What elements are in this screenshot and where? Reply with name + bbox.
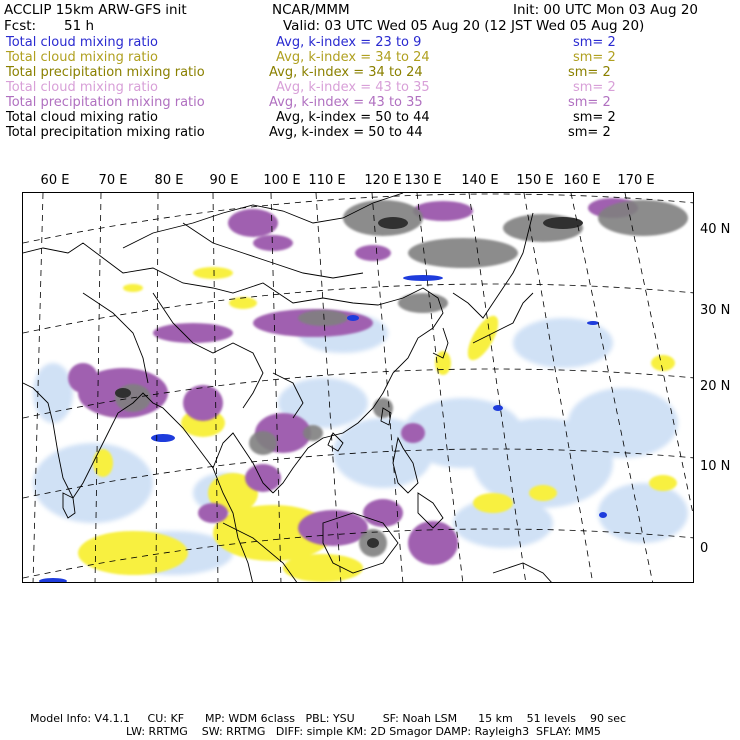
lat-label: 30 N bbox=[700, 303, 731, 318]
legend-label: Total cloud mixing ratio bbox=[6, 110, 159, 125]
model-title: ACCLIP 15km ARW-GFS init bbox=[4, 2, 187, 18]
lon-label: 160 E bbox=[563, 173, 601, 188]
legend-label: Total precipitation mixing ratio bbox=[6, 125, 205, 140]
legend-avg: Avg, k-index = 50 to 44 bbox=[276, 110, 430, 125]
model-info-line1: Model Info: V4.1.1 CU: KF MP: WDM 6class PBL: YSU SF: Noah LSM 15 km 51 levels 90 sec bbox=[30, 712, 627, 725]
valid-time: Valid: 03 UTC Wed 05 Aug 20 (12 JST Wed 05 Aug 20) bbox=[283, 18, 645, 34]
lon-label: 110 E bbox=[308, 173, 346, 188]
legend-avg: Avg, k-index = 34 to 24 bbox=[276, 50, 430, 65]
legend-label: Total cloud mixing ratio bbox=[6, 80, 159, 95]
lon-label: 60 E bbox=[40, 173, 70, 188]
legend-sm: sm= 2 bbox=[568, 95, 611, 110]
legend-avg: Avg, k-index = 50 to 44 bbox=[269, 125, 423, 140]
fcst-label: Fcst: bbox=[4, 18, 37, 34]
lat-label: 20 N bbox=[700, 379, 731, 394]
fcst-value: 51 h bbox=[64, 18, 95, 34]
lat-label: 10 N bbox=[700, 459, 731, 474]
lat-label: 0 bbox=[700, 541, 709, 556]
lon-label: 170 E bbox=[617, 173, 655, 188]
legend-sm: sm= 2 bbox=[573, 110, 616, 125]
legend-label: Total cloud mixing ratio bbox=[6, 50, 159, 65]
map-canvas bbox=[23, 193, 694, 583]
purple-layer bbox=[68, 198, 638, 565]
lon-label: 150 E bbox=[516, 173, 554, 188]
legend-avg: Avg, k-index = 43 to 35 bbox=[276, 80, 430, 95]
legend-avg: Avg, k-index = 34 to 24 bbox=[269, 65, 423, 80]
legend-label: Total precipitation mixing ratio bbox=[6, 95, 205, 110]
lat-label: 40 N bbox=[700, 222, 731, 237]
legend-sm: sm= 2 bbox=[573, 80, 616, 95]
lon-label: 120 E bbox=[364, 173, 402, 188]
lon-label: 100 E bbox=[263, 173, 301, 188]
legend-label: Total precipitation mixing ratio bbox=[6, 65, 205, 80]
lon-label: 130 E bbox=[404, 173, 442, 188]
legend-avg: Avg, k-index = 43 to 35 bbox=[269, 95, 423, 110]
org-label: NCAR/MMM bbox=[272, 2, 350, 18]
model-info-line2: LW: RRTMG SW: RRTMG DIFF: simple KM: 2D Smagor DAMP: Rayleigh3 SFLAY: MM5 bbox=[126, 725, 601, 738]
init-time: Init: 00 UTC Mon 03 Aug 20 bbox=[513, 2, 698, 18]
lon-label: 80 E bbox=[154, 173, 184, 188]
legend-sm: sm= 2 bbox=[573, 50, 616, 65]
legend-sm: sm= 2 bbox=[568, 125, 611, 140]
legend-label: Total cloud mixing ratio bbox=[6, 35, 159, 50]
legend-sm: sm= 2 bbox=[573, 35, 616, 50]
lon-label: 140 E bbox=[461, 173, 499, 188]
legend-sm: sm= 2 bbox=[568, 65, 611, 80]
map-panel bbox=[22, 192, 694, 583]
lon-label: 70 E bbox=[98, 173, 128, 188]
legend-avg: Avg, k-index = 23 to 9 bbox=[276, 35, 422, 50]
lon-label: 90 E bbox=[209, 173, 239, 188]
